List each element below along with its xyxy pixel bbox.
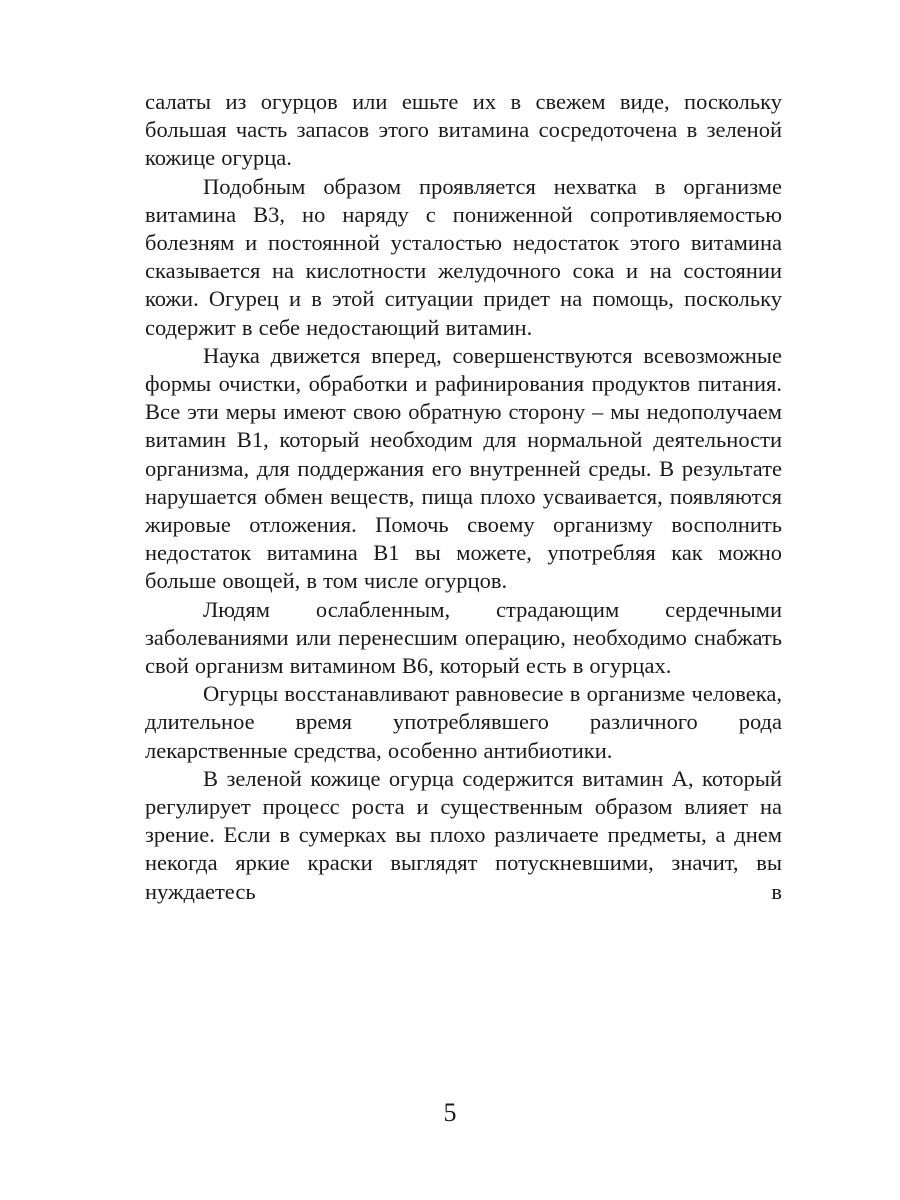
paragraph-1: салаты из огурцов или ешьте их в свежем виде, поскольку большая часть запасов этого витамина сосредоточена в зеленой кожице огурца.	[145, 89, 782, 171]
paragraph-5: Огурцы восстанавливают равновесие в организме человека, длительное время употреблявшего различного рода лекарственные средства, особенно антибиотики.	[145, 681, 782, 763]
paragraph-2: Подобным образом проявляется нехватка в организме витамина В3, но наряду с пониженной сопротивляемостью болезням и постоянной усталостью недостаток этого витамина сказывается на кислотности желудочного сока и на состоянии кожи. Огурец и в этой ситуации придет на помощь, поскольку содержит в себе недостающий витамин.	[145, 173, 782, 340]
paragraph-4: Людям ослабленным, страдающим сердечными заболеваниями или перенесшим операцию, необходимо снабжать свой организм витамином В6, который есть в огурцах.	[145, 596, 782, 679]
paragraph-6: В зеленой кожице огурца содержится витамин А, который регулирует процесс роста и существенным образом влияет на зрение. Если в сумерках вы плохо различаете предметы, а днем некогда яркие краски выглядят потускневшими, значит, вы нуждаетесь в	[145, 765, 782, 904]
page-number: 5	[443, 1098, 457, 1127]
page-body-text	[145, 88, 782, 906]
paragraph-3: Наука движется вперед, совершенствуются всевозможные формы очистки, обработки и рафинирования продуктов питания. Все эти меры имеют свою обратную сторону – мы недополучаем витамин В1, который необходим для нормальной деятельности организма, для поддержания его внутренней среды. В результате нарушается обмен веществ, пища плохо усваивается, появляются жировые отложения. Помочь своему организму восполнить недостаток витамина В1 вы можете, употребляя как можно больше овощей, в том числе огурцов.	[145, 342, 782, 594]
